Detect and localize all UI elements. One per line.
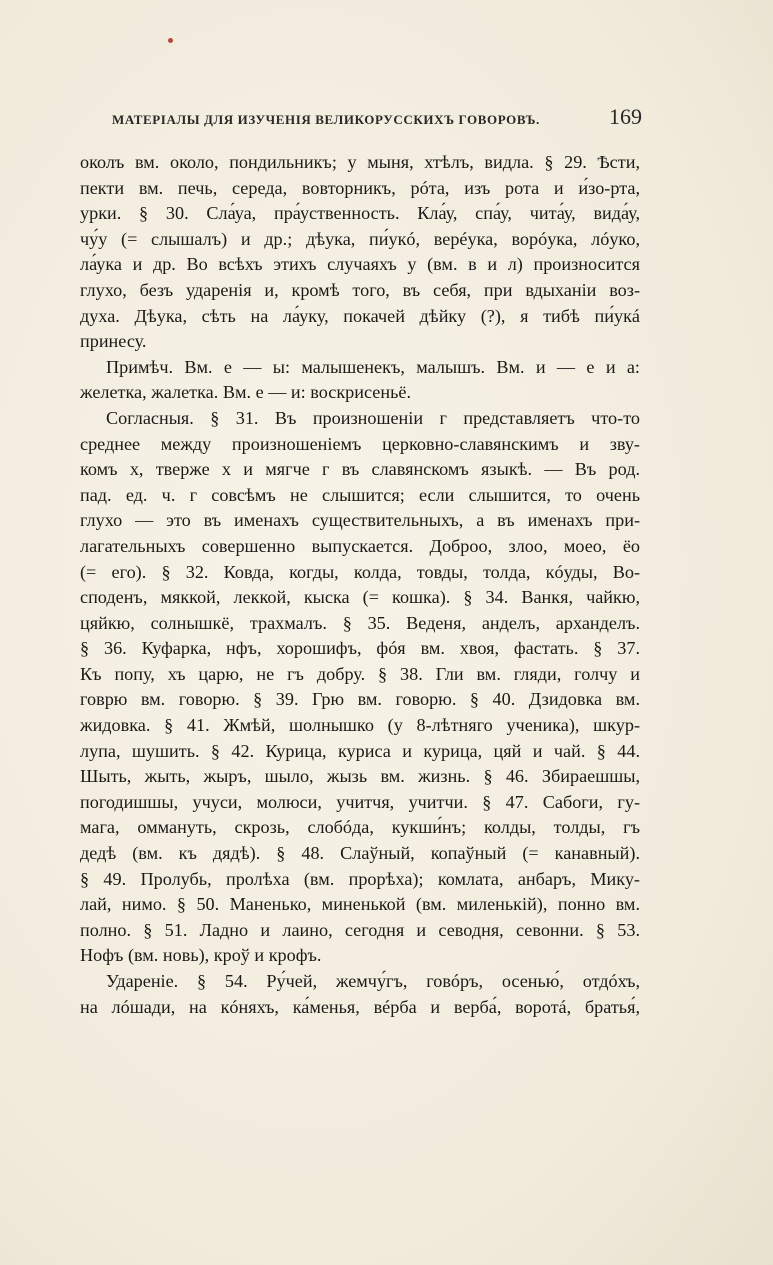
text-line: Согласныя. § 31. Въ произношеніи г представляетъ что-то bbox=[106, 407, 640, 428]
text-line: лай, нимо. § 50. Маненько, миненькой (вм. миленькій), понно вм. bbox=[80, 894, 640, 915]
text-line: лупа, шушить. § 42. Курица, куриса и курица, цяй и чай. § 44. bbox=[80, 740, 640, 761]
text-line: ла́ука и др. Во всѣхъ этихъ случаяхъ у (вм. в и л) произносится bbox=[80, 254, 640, 275]
text-line: Къ попу, хъ царю, не гъ добру. § 38. Гли вм. гляди, голчу и bbox=[80, 663, 640, 684]
text-line: чу́у (= слышалъ) и др.; дѣука, пи́укó, верéука, ворóука, лóуко, bbox=[80, 228, 640, 249]
text-line: пекти вм. печь, середа, вовторникъ, рóта, изъ рота и и́зо-рта, bbox=[80, 177, 640, 198]
page-header bbox=[82, 104, 642, 138]
text-line: Шыть, жыть, жыръ, шыло, жызь вм. жизнь. § 46. Збираешшы, bbox=[80, 766, 640, 787]
text-line: полно. § 51. Ладно и лаино, сегодня и севодня, севонни. § 53. bbox=[80, 919, 640, 940]
text-line: § 49. Пролубь, пролѣха (вм. прорѣха); комлата, анбаръ, Мику- bbox=[80, 868, 640, 889]
text-line: Нофъ (вм. новь), кроў и крофъ. bbox=[80, 945, 322, 966]
text-line: жидовка. § 41. Жмѣй, шолнышко (у 8-лѣтняго ученика), шкур- bbox=[80, 715, 640, 736]
text-line: Удареніе. § 54. Ру́чей, жемчу́гъ, говóръ, осенью́, отдóхъ, bbox=[106, 971, 640, 991]
text-line: § 36. Куфарка, нфъ, хорошифъ, фóя вм. хвоя, фастать. § 37. bbox=[80, 638, 640, 659]
text-line: цяйкю, солнышкё, трахмалъ. § 35. Веденя, анделъ, арханделъ. bbox=[80, 612, 640, 633]
body-text bbox=[80, 150, 640, 1020]
text-line: дедѣ (вм. къ дядѣ). § 48. Слаўный, копаўный (= канавный). bbox=[80, 843, 640, 864]
text-line: духа. Дѣука, сѣть на ла́уку, покачей дѣйку (?), я тибѣ пи́укá bbox=[80, 305, 640, 326]
text-line: мага, оммануть, скрозь, слобóда, кукши́нъ; колды, толды, гъ bbox=[80, 817, 640, 838]
running-head: МАТЕРІАЛЫ ДЛЯ ИЗУЧЕНІЯ ВЕЛИКОРУССКИХЪ ГОВОРОВЪ. bbox=[112, 112, 540, 127]
text-line: глухо, безъ ударенія и, кромѣ того, въ себя, при вдыханіи воз- bbox=[80, 279, 640, 300]
text-line: желетка, жалетка. Вм. е — и: воскрисеньё. bbox=[80, 382, 412, 403]
text-line: принесу. bbox=[80, 331, 147, 352]
text-line: говрю вм. говорю. § 39. Грю вм. говорю. § 40. Дзидовка вм. bbox=[80, 689, 640, 710]
text-line: (= его). § 32. Ковда, когды, колда, товды, толда, кóуды, Во- bbox=[80, 561, 640, 582]
text-line: глухо — это въ именахъ существительныхъ, а въ именахъ при- bbox=[80, 510, 640, 531]
text-line: среднее между произношеніемъ церковно-славянскимъ и зву- bbox=[80, 433, 640, 454]
text-line: погодишшы, учуси, молюси, учитчя, учитчи. § 47. Сабоги, гу- bbox=[80, 791, 640, 812]
text-line: споденъ, мяккой, леккой, кыска (= кошка). § 34. Ванкя, чайкю, bbox=[80, 587, 640, 608]
text-line: комъ х, тверже х и мягче г въ славянскомъ языкѣ. — Въ род. bbox=[80, 459, 640, 480]
page-number: 169 bbox=[609, 104, 642, 129]
text-line: околъ вм. около, пондильникъ; у мыня, хтѣлъ, видла. § 29. Ѣсти, bbox=[80, 152, 640, 172]
text-line: пад. ед. ч. г совсѣмъ не слышится; если слышится, то очень bbox=[80, 484, 640, 505]
text-line: Примѣч. Вм. е — ы: малышенекъ, малышъ. Вм. и — е и а: bbox=[106, 356, 640, 377]
ink-speck bbox=[168, 38, 173, 43]
text-line: на лóшади, на кóняхъ, ка́менья, вéрба и верба́, воротá, братья́, bbox=[80, 996, 640, 1017]
text-line: урки. § 30. Сла́уа, пра́уственность. Кла́у, спа́у, чита́у, вида́у, bbox=[80, 203, 640, 224]
text-line: лагательныхъ совершенно выпускается. Доброо, злоо, моео, ёо bbox=[80, 535, 640, 556]
